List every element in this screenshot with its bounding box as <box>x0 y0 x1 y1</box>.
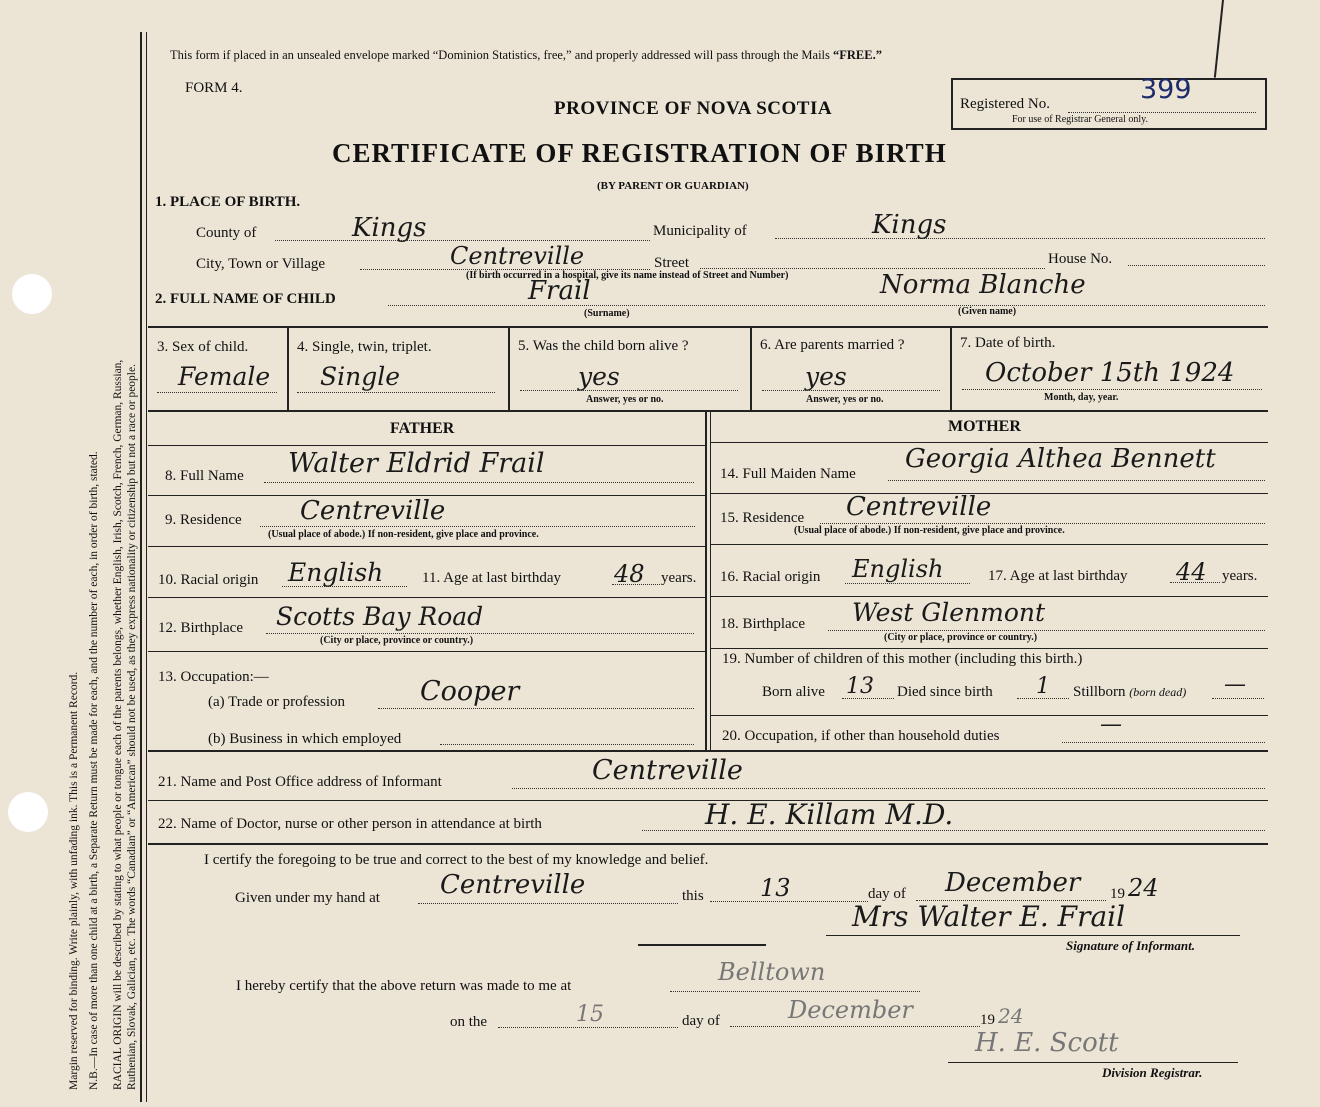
stillborn-value: — <box>1224 672 1246 697</box>
father-rule-3 <box>148 597 705 598</box>
doctor-value: H. E. Killam M.D. <box>705 798 954 831</box>
born-alive-label: 5. Was the child born alive ? <box>518 338 689 354</box>
cert-this-label: this <box>682 888 704 904</box>
father-residence-value: Centreville <box>300 496 446 526</box>
mother-name-line <box>888 480 1265 481</box>
punch-hole-top <box>12 274 52 314</box>
born-alive-caption: Answer, yes or no. <box>586 394 664 405</box>
rule-after-parents <box>148 750 1268 752</box>
father-birthplace-note: (City or place, province or country.) <box>320 635 474 646</box>
rule-before-cert <box>148 843 1268 845</box>
cert-day-of-label: day of <box>868 886 906 902</box>
father-trade-label: (a) Trade or profession <box>208 694 346 710</box>
cert-place-line <box>418 903 678 904</box>
mother-residence-label: 15. Residence <box>720 510 805 526</box>
father-rule-4 <box>148 651 705 652</box>
informant-signature-caption: Signature of Informant. <box>1066 938 1195 953</box>
mail-notice <box>170 48 882 63</box>
mail-notice-text: This form if placed in an unsealed envelope marked “Dominion Statistics, free,” and properly addressed will pass through the Mails <box>170 48 834 62</box>
registrar-statement: I hereby certify that the above return was made to me at <box>236 978 572 994</box>
registrar-day-value: 15 <box>576 1002 604 1027</box>
father-birthplace-label: 12. Birthplace <box>158 620 243 636</box>
father-racial-label: 10. Racial origin <box>158 572 259 588</box>
stillborn-note: (born dead) <box>1129 685 1187 699</box>
informant-label: 21. Name and Post Office address of Informant <box>158 774 442 790</box>
surname-caption: (Surname) <box>584 308 630 319</box>
mother-residence-note: (Usual place of abode.) If non-resident, give place and province. <box>794 525 1065 536</box>
parents-married-line <box>762 390 940 391</box>
cert-separator <box>638 944 766 946</box>
registered-number: 399 <box>1140 74 1192 105</box>
child-given-name: Norma Blanche <box>880 270 1086 300</box>
page-title: CERTIFICATE OF REGISTRATION OF BIRTH <box>332 138 947 168</box>
informant-line <box>512 788 1265 789</box>
pen-stroke-mark <box>1214 0 1224 78</box>
mother-rule-5 <box>711 715 1268 716</box>
cert-year-prefix: 19 <box>1110 886 1125 902</box>
father-heading: FATHER <box>390 420 455 437</box>
margin-note-4: Ruthenian, Slovak, Galician, etc. The words “Canadian” or “American” should not be used, as they express nationality or citizenship but not a race or people. <box>126 364 138 1090</box>
mother-rule-0 <box>711 442 1268 443</box>
children-count-label: 19. Number of children of this mother (including this birth.) <box>722 651 1083 667</box>
stillborn-line <box>1212 698 1264 699</box>
margin-note-1: Margin reserved for binding. Write plainly, with unfading ink. This is a Permanent Record. <box>68 671 80 1090</box>
municipality-value: Kings <box>872 210 947 240</box>
father-trade-value: Cooper <box>420 676 520 707</box>
father-rule-2 <box>148 546 705 547</box>
margin-note-2: N.B.—In case of more than one child at a birth, a Separate Return must be made for each, and the number of each, in order of birth, stated. <box>88 451 100 1090</box>
mother-age-value: 44 <box>1176 558 1207 586</box>
father-residence-line <box>260 526 695 527</box>
cert-given-label: Given under my hand at <box>235 890 380 906</box>
sex-value: Female <box>178 362 271 391</box>
rule-before-parents <box>148 410 1268 412</box>
father-residence-note: (Usual place of abode.) If non-resident, give place and province. <box>268 529 539 540</box>
mother-racial-label: 16. Racial origin <box>720 569 821 585</box>
mother-heading: MOTHER <box>948 418 1021 435</box>
born-alive-line <box>520 390 738 391</box>
margin-rule-inner <box>146 32 147 1102</box>
mother-years-label: years. <box>1222 568 1258 584</box>
registrar-day-line <box>498 1027 678 1028</box>
given-name-caption: (Given name) <box>958 306 1017 317</box>
plurality-value: Single <box>320 362 401 391</box>
registrar-only-note: For use of Registrar General only. <box>1012 114 1148 125</box>
margin-rule <box>140 32 142 1102</box>
registrar-on-label: on the <box>450 1014 488 1030</box>
informant-address: Centreville <box>592 755 743 786</box>
place-of-birth-heading: 1. PLACE OF BIRTH. <box>155 194 301 210</box>
mother-age-label: 17. Age at last birthday <box>988 568 1128 584</box>
informant-signature: Mrs Walter E. Frail <box>852 900 1126 933</box>
page-subtitle: (BY PARENT OR GUARDIAN) <box>597 180 749 192</box>
province-title: PROVINCE OF NOVA SCOTIA <box>554 98 833 119</box>
dob-line <box>962 389 1262 390</box>
house-no-line <box>1128 265 1265 266</box>
registrar-day-of-label: day of <box>682 1013 720 1029</box>
street-line <box>700 268 1045 269</box>
registrar-caption: Division Registrar. <box>1102 1065 1203 1080</box>
dob-caption: Month, day, year. <box>1044 392 1119 403</box>
stillborn-text: Stillborn <box>1073 684 1126 700</box>
dob-value: October 15th 1924 <box>985 358 1235 388</box>
father-business-label: (b) Business in which employed <box>208 731 402 747</box>
registered-line <box>1068 112 1256 113</box>
father-name-line <box>264 482 694 483</box>
cert-year-value: 24 <box>1128 874 1159 902</box>
mother-name-value: Georgia Althea Bennett <box>905 444 1216 474</box>
parents-divider-2 <box>710 412 711 750</box>
doctor-label: 22. Name of Doctor, nurse or other person in attendance at birth <box>158 816 542 832</box>
rule-after-name <box>148 326 1268 328</box>
mother-rule-2 <box>711 544 1268 545</box>
parents-divider <box>705 412 707 750</box>
registrar-place-value: Belltown <box>718 958 826 986</box>
col-div-4 <box>950 328 952 410</box>
father-rule-0 <box>148 445 705 446</box>
county-line <box>275 240 650 241</box>
city-value: Centreville <box>450 242 585 270</box>
mother-occupation-value: — <box>1100 712 1122 737</box>
signature-line <box>826 935 1240 936</box>
parents-married-caption: Answer, yes or no. <box>806 394 884 405</box>
mother-occupation-label: 20. Occupation, if other than household duties <box>722 728 1000 744</box>
born-alive-count-value: 13 <box>846 674 874 699</box>
col-div-1 <box>287 328 289 410</box>
child-name-label: 2. FULL NAME OF CHILD <box>155 291 336 307</box>
father-business-line <box>440 744 694 745</box>
father-trade-line <box>378 708 694 709</box>
col-div-2 <box>508 328 510 410</box>
mother-name-label: 14. Full Maiden Name <box>720 466 856 482</box>
cert-statement: I certify the foregoing to be true and correct to the best of my knowledge and belief. <box>204 852 709 868</box>
father-occupation-label: 13. Occupation:— <box>158 669 269 685</box>
died-value: 1 <box>1036 674 1050 699</box>
cert-place-value: Centreville <box>440 870 586 900</box>
sex-label: 3. Sex of child. <box>157 339 249 355</box>
child-surname: Frail <box>528 276 591 306</box>
registrar-month-line <box>730 1026 980 1027</box>
child-name-line <box>388 305 1265 306</box>
municipality-label: Municipality of <box>653 223 747 239</box>
hospital-note: (If birth occurred in a hospital, give its name instead of Street and Number) <box>466 270 789 281</box>
father-residence-label: 9. Residence <box>165 512 242 528</box>
father-years-label: years. <box>661 570 697 586</box>
parents-married-value: yes <box>805 362 847 391</box>
father-name-label: 8. Full Name <box>165 468 244 484</box>
registrar-year-value: 24 <box>998 1004 1024 1028</box>
born-alive-count-label: Born alive <box>762 684 825 700</box>
mother-birthplace-label: 18. Birthplace <box>720 616 805 632</box>
registrar-signature-line <box>948 1062 1238 1063</box>
father-racial-value: English <box>288 558 384 587</box>
plurality-line <box>297 392 495 393</box>
sex-line <box>157 392 277 393</box>
mother-occupation-line <box>1062 742 1265 743</box>
cert-month-value: December <box>945 868 1081 898</box>
registrar-month-value: December <box>788 996 913 1024</box>
mother-racial-value: English <box>852 555 944 583</box>
plurality-label: 4. Single, twin, triplet. <box>297 339 432 355</box>
father-birthplace-value: Scotts Bay Road <box>276 602 484 631</box>
stillborn-label <box>1073 684 1186 701</box>
street-label: Street <box>654 255 689 271</box>
registrar-place-line <box>670 991 920 992</box>
died-label: Died since birth <box>897 684 993 700</box>
father-name-value: Walter Eldrid Frail <box>288 448 545 479</box>
mother-birthplace-line <box>828 630 1265 631</box>
county-label: County of <box>196 225 257 241</box>
county-value: Kings <box>352 213 427 243</box>
form-number: FORM 4. <box>185 80 243 96</box>
cert-day-value: 13 <box>760 874 791 902</box>
col-div-3 <box>750 328 752 410</box>
father-birthplace-line <box>266 633 694 634</box>
registered-label: Registered No. <box>960 96 1050 112</box>
mother-rule-4 <box>711 648 1268 649</box>
city-label: City, Town or Village <box>196 256 326 272</box>
mother-birthplace-value: West Glenmont <box>852 598 1046 627</box>
mother-residence-value: Centreville <box>846 492 992 522</box>
mother-birthplace-note: (City or place, province or country.) <box>884 632 1038 643</box>
mother-rule-3 <box>711 596 1268 597</box>
born-alive-value: yes <box>578 362 620 391</box>
father-age-value: 48 <box>614 560 645 588</box>
house-no-label: House No. <box>1048 251 1113 267</box>
municipality-line <box>775 238 1265 239</box>
mail-notice-free: “FREE.” <box>833 48 882 62</box>
registrar-year-prefix: 19 <box>980 1012 995 1028</box>
father-age-label: 11. Age at last birthday <box>422 570 561 586</box>
parents-married-label: 6. Are parents married ? <box>760 337 905 353</box>
margin-note-3: RACIAL ORIGIN will be described by stating to what people or tongue each of the parents belongs, whether English, Irish, Scotch, French, German, Russian, <box>112 359 124 1090</box>
punch-hole-bottom <box>8 792 48 832</box>
dob-label: 7. Date of birth. <box>960 335 1056 351</box>
mother-racial-line <box>845 583 970 584</box>
registrar-signature: H. E. Scott <box>975 1028 1119 1058</box>
mother-residence-line <box>820 523 1265 524</box>
